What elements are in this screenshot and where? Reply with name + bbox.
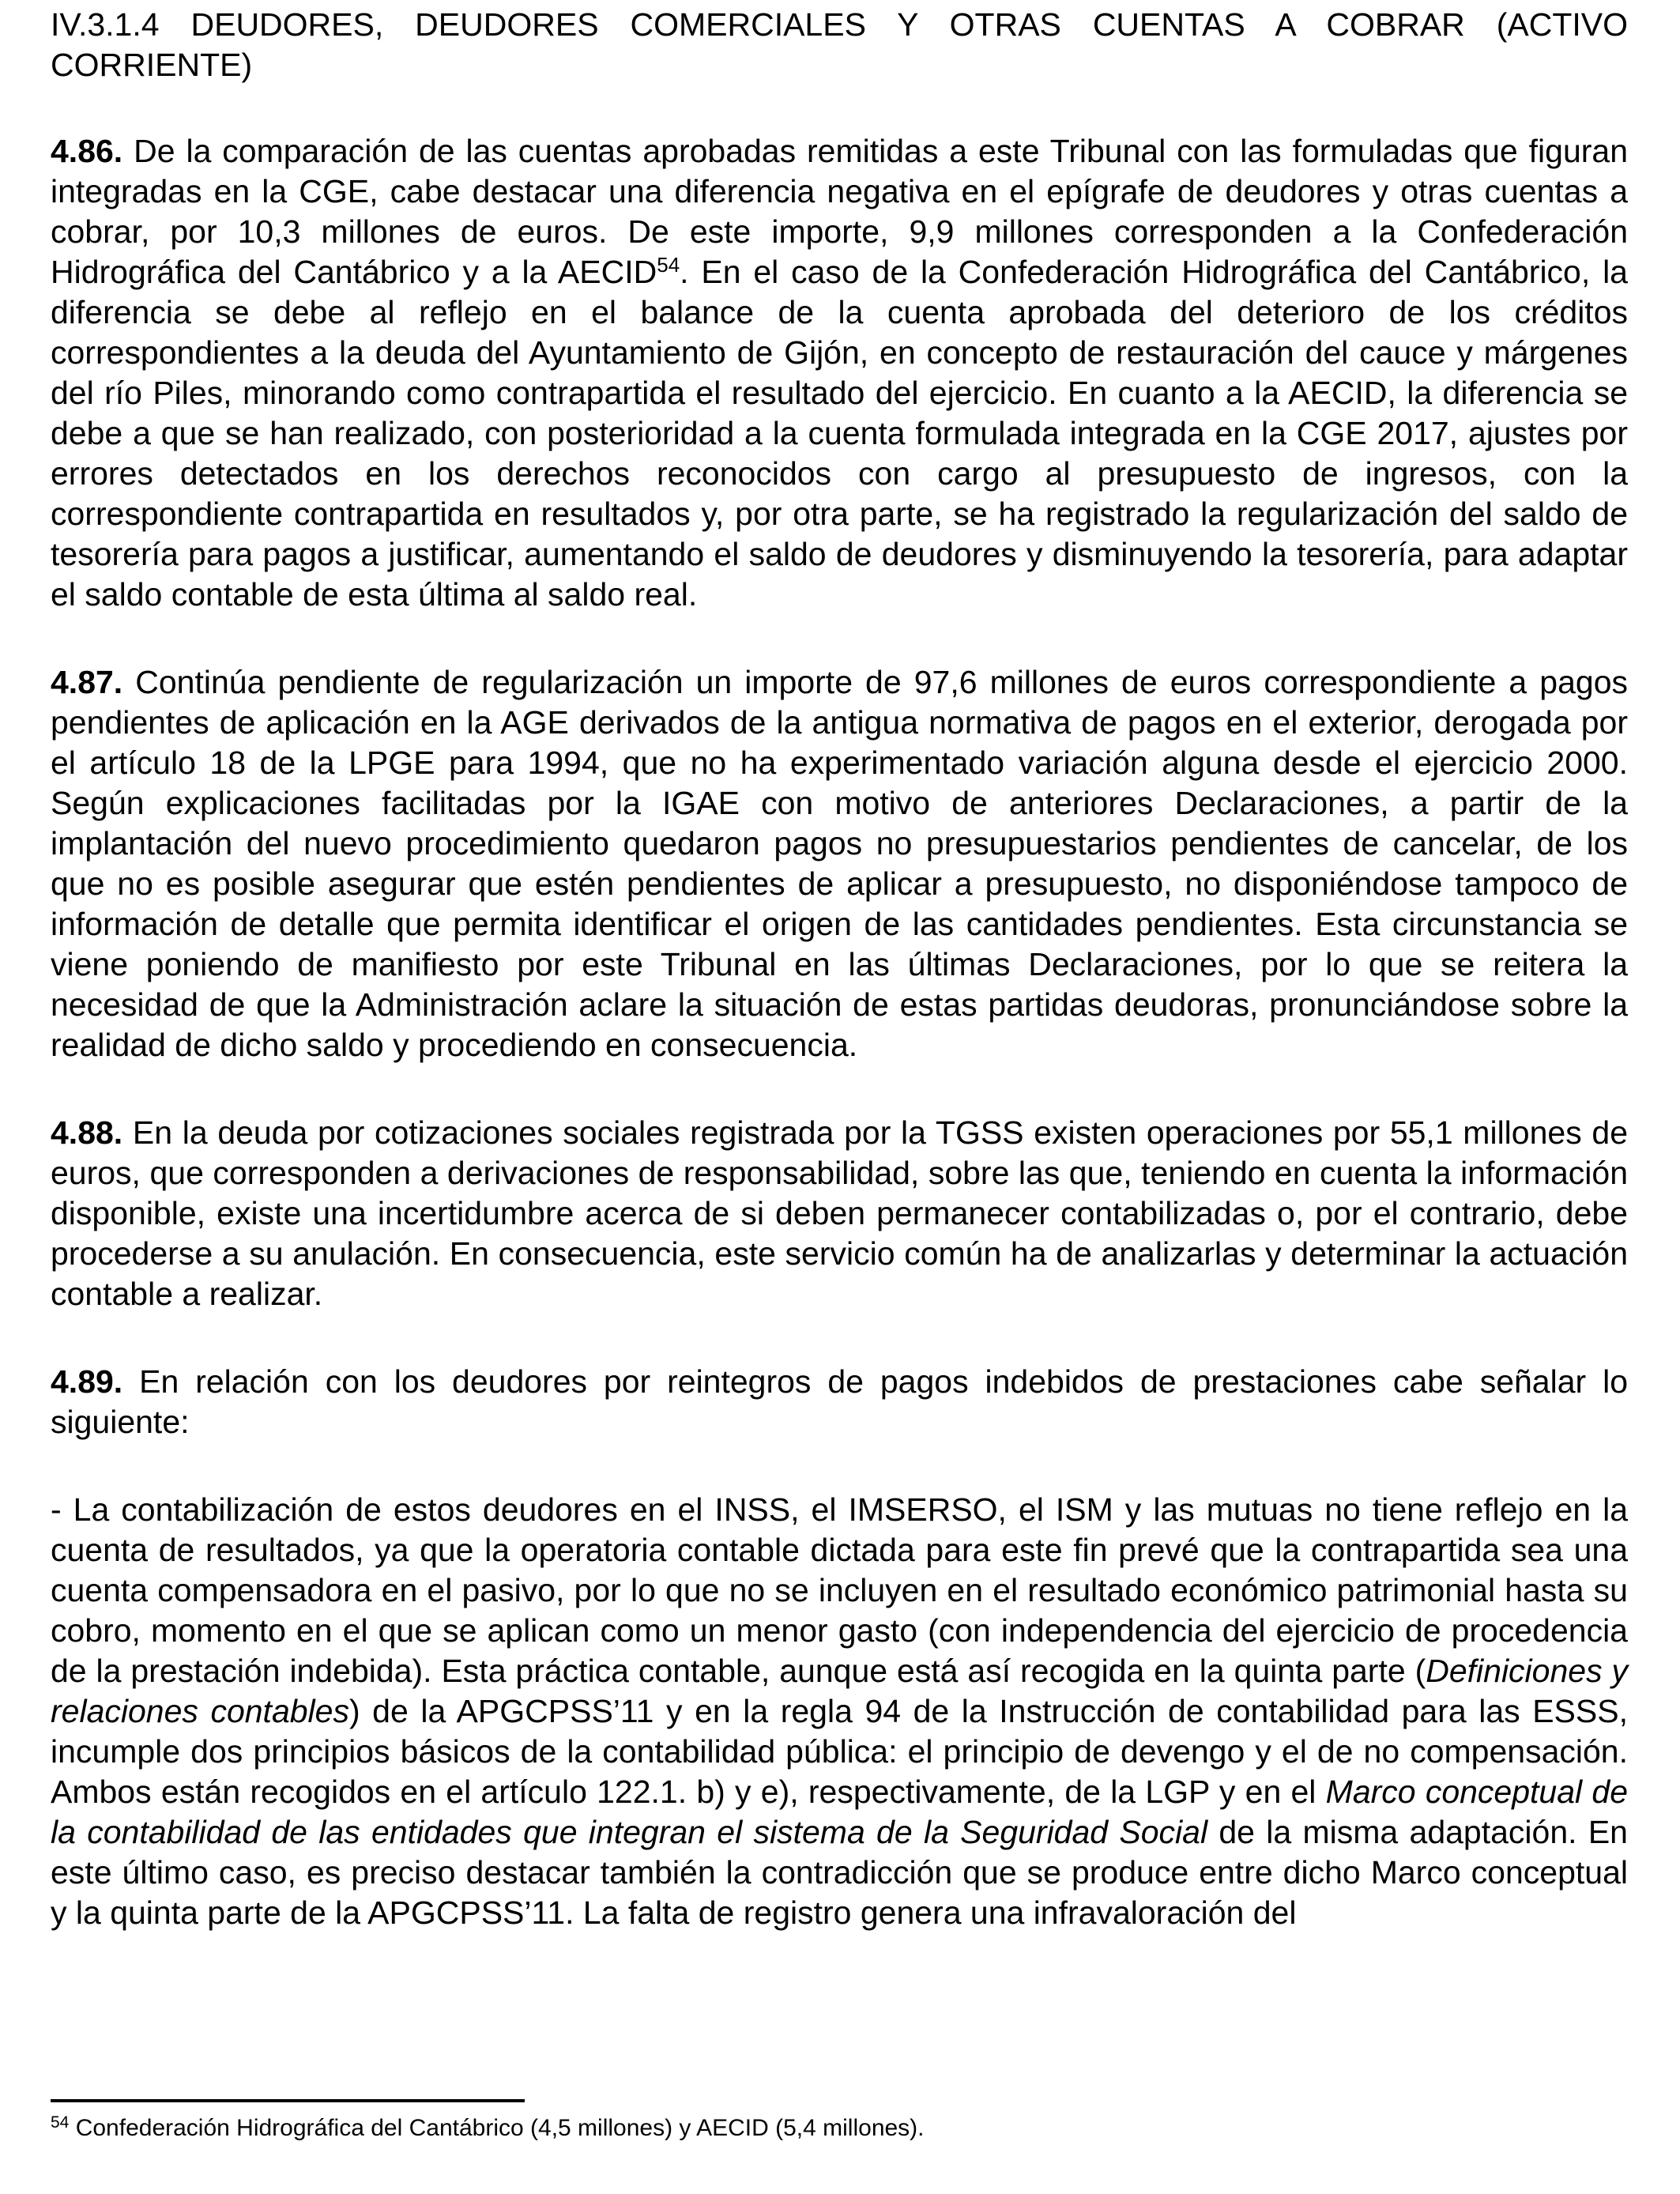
text-run: ) de la APGCPSS’11 y en la regla 94 de la Instrucción de contabilidad para las ESSS, incumple dos principios básicos de la contabilidad pública: el principio de devengo y el de no compensación. Ambos están recogidos en el artículo 122.1. b) y e), respectivamente, de la LGP y en el: [51, 1693, 1628, 1810]
paragraph-number: 4.86.: [51, 133, 123, 169]
paragraph-number: 4.87.: [51, 664, 123, 700]
italic-title: Marco conceptual de la contabilidad de las entidades que integran el sistema de la Seguridad Social: [51, 1774, 1628, 1850]
italic-title: Definiciones y relaciones contables: [51, 1653, 1628, 1729]
paragraph-4-89: [51, 1362, 1628, 1442]
paragraphs-container: [51, 131, 1628, 1933]
paragraph-bullet-inss: [51, 1490, 1628, 1933]
text-run: de la misma adaptación. En este último caso, es preciso destacar también la contradicción que se produce entre dicho Marco conceptual y la quinta parte de la APGCPSS’11. La falta de registro genera una infravaloración del: [51, 1814, 1628, 1931]
footnote-reference: 54: [657, 253, 680, 277]
footnote-separator: [51, 2099, 525, 2102]
section-heading: IV.3.1.4 DEUDORES, DEUDORES COMERCIALES Y OTRAS CUENTAS A COBRAR (ACTIVO CORRIENTE): [51, 6, 1628, 83]
text-run: En relación con los deudores por reintegros de pagos indebidos de prestaciones cabe señalar lo siguiente:: [51, 1363, 1628, 1440]
paragraph-4-87: [51, 662, 1628, 1065]
text-run: Continúa pendiente de regularización un importe de 97,6 millones de euros correspondiente a pagos pendientes de aplicación en la AGE derivados de la antigua normativa de pagos en el exterior, derogada por el artículo 18 de la LPGE para 1994, que no ha experimentado variación alguna desde el ejercicio 2000. Según explicaciones facilitadas por la IGAE con motivo de anteriores Declaraciones, a partir de la implantación del nuevo procedimiento quedaron pagos no presupuestarios pendientes de cancelar, de los que no es posible asegurar que estén pendientes de aplicar a presupuesto, no disponiéndose tampoco de información de detalle que permita identificar el origen de las cantidades pendientes. Esta circunstancia se viene poniendo de manifiesto por este Tribunal en las últimas Declaraciones, por lo que se reitera la necesidad de que la Administración aclare la situación de estas partidas deudoras, pronunciándose sobre la realidad de dicho saldo y procediendo en consecuencia.: [51, 664, 1628, 1063]
paragraph-number: 4.88.: [51, 1114, 123, 1151]
text-run: . En el caso de la Confederación Hidrográfica del Cantábrico, la diferencia se debe al reflejo en el balance de la cuenta aprobada del deterioro de los créditos correspondientes a la deuda del Ayuntamiento de Gijón, en concepto de restauración del cauce y márgenes del río Piles, minorando como contrapartida el resultado del ejercicio. En cuanto a la AECID, la diferencia se debe a que se han realizado, con posterioridad a la cuenta formulada integrada en la CGE 2017, ajustes por errores detectados en los derechos reconocidos con cargo al presupuesto de ingresos, con la correspondiente contrapartida en resultados y, por otra parte, se ha registrado la regularización del saldo de tesorería para pagos a justificar, aumentando el saldo de deudores y disminuyendo la tesorería, para adaptar el saldo contable de esta última al saldo real.: [51, 254, 1628, 613]
footnote-marker: 54: [51, 2113, 70, 2132]
footnote-area: [51, 2099, 1628, 2143]
paragraph-4-86: [51, 131, 1628, 615]
text-run: En la deuda por cotizaciones sociales registrada por la TGSS existen operaciones por 55,1 millones de euros, que corresponden a derivaciones de responsabilidad, sobre las que, teniendo en cuenta la información disponible, existe una incertidumbre acerca de si deben permanecer contabilizadas o, por el contrario, debe procederse a su anulación. En consecuencia, este servicio común ha de analizarlas y determinar la actuación contable a realizar.: [51, 1114, 1628, 1312]
text-run: De la comparación de las cuentas aprobadas remitidas a este Tribunal con las formuladas que figuran integradas en la CGE, cabe destacar una diferencia negativa en el epígrafe de deudores y otras cuentas a cobrar, por 10,3 millones de euros. De este importe, 9,9 millones corresponden a la Confederación Hidrográfica del Cantábrico y a la AECID: [51, 133, 1628, 290]
footnote-body: Confederación Hidrográfica del Cantábrico (4,5 millones) y AECID (5,4 millones).: [75, 2115, 925, 2141]
paragraph-number: 4.89.: [51, 1363, 123, 1400]
footnote-text: [51, 2113, 1628, 2143]
text-run: - La contabilización de estos deudores en el INSS, el IMSERSO, el ISM y las mutuas no tiene reflejo en la cuenta de resultados, ya que la operatoria contable dictada para este fin prevé que la contrapartida sea una cuenta compensadora en el pasivo, por lo que no se incluyen en el resultado económico patrimonial hasta su cobro, momento en el que se aplican como un menor gasto (con independencia del ejercicio de procedencia de la prestación indebida). Esta práctica contable, aunque está así recogida en la quinta parte (: [51, 1491, 1628, 1689]
paragraph-4-88: [51, 1113, 1628, 1314]
